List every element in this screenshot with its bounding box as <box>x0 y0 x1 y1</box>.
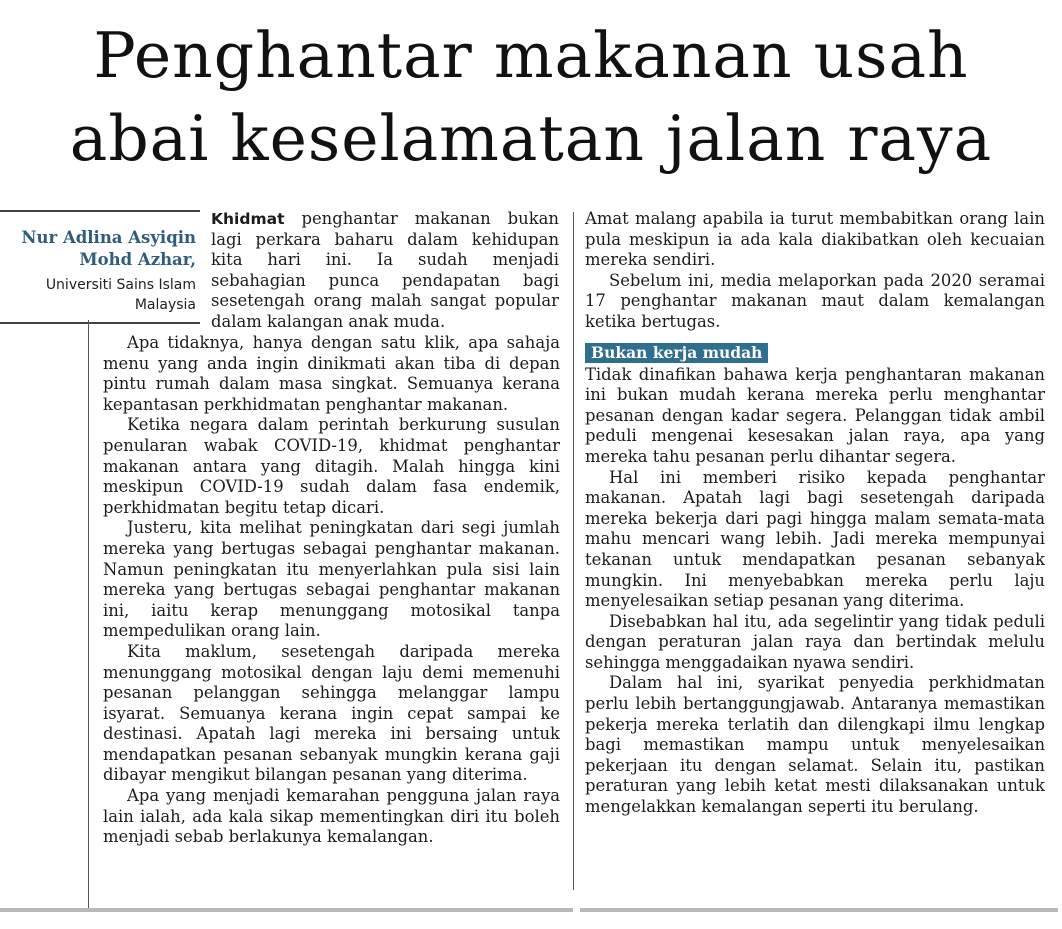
section-subheading: Bukan kerja mudah <box>585 343 768 363</box>
paragraph-11: Disebabkan hal itu, ada segelintir yang tidak peduli dengan peraturan jalan raya dan bertindak melulu sehingga menggadaikan nyawa sendiri. <box>585 611 1045 672</box>
bottom-rule-left <box>0 908 573 912</box>
article-column-1 <box>103 333 560 848</box>
paragraph-5: Kita maklum, sesetengah daripada mereka menunggang motosikal dengan laju demi memenuhi pesanan pelanggan sehingga melanggar lampu isyarat. Semuanya kerana ingin cepat sampai ke destinasi. Apatah lagi mereka ini bersaing untuk mendapatkan pesanan sebanyak mungkin kerana gaji dibayar mengikut bilangan pesanan yang diterima. <box>103 641 560 785</box>
author-name-line-1: Nur Adlina Asyiqin <box>21 228 196 247</box>
column-divider <box>573 212 574 890</box>
article-column-2 <box>585 209 1045 818</box>
author-name-line-2: Mohd Azhar, <box>79 250 196 269</box>
byline-box <box>0 210 200 324</box>
article-column-1-top <box>211 209 559 333</box>
paragraph-7: Amat malang apabila ia turut membabitkan orang lain pula meskipun ia ada kala diakibatkan oleh kecuaian mereka sendiri. <box>585 209 1045 270</box>
author-affiliation-line-1: Universiti Sains Islam <box>45 277 196 293</box>
paragraph-8: Sebelum ini, media melaporkan pada 2020 seramai 17 penghantar makanan maut dalam kemalangan ketika bertugas. <box>585 270 1045 331</box>
headline-line-1: Penghantar makanan usah <box>93 19 969 92</box>
paragraph-9: Tidak dinafikan bahawa kerja penghantaran makanan ini bukan mudah kerana mereka perlu menghantar pesanan dengan kadar segera. Pelanggan tidak ambil peduli mengenai kesesakan jalan raya, apa yang mereka tahu pesanan perlu dihantar segera. <box>585 364 1045 466</box>
bottom-rule-right <box>580 908 1058 912</box>
lead-word: Khidmat <box>211 210 285 228</box>
paragraph-12: Dalam hal ini, syarikat penyedia perkhidmatan perlu lebih bertanggungjawab. Antaranya memastikan pekerja mereka terlatih dan dilengkapi ilmu lengkap bagi memastikan mampu untuk menyelesaikan pekerjaan itu dengan selamat. Selain itu, pastikan peraturan yang lebih ketat mesti dilaksanakan untuk mengelakkan kemalangan seperti itu berulang. <box>585 673 1045 817</box>
paragraph-1 <box>211 209 559 333</box>
paragraph-4: Justeru, kita melihat peningkatan dari segi jumlah mereka yang bertugas sebagai penghantar makanan. Namun peningkatan itu menyerlahkan pula sisi lain mereka yang bertugas sebagai penghantar makanan ini, iaitu kerap menunggang motosikal tanpa mempedulikan orang lain. <box>103 518 560 641</box>
left-column-rule <box>88 320 89 910</box>
paragraph-2: Apa tidaknya, hanya dengan satu klik, apa sahaja menu yang anda ingin dinikmati akan tiba di depan pintu rumah dalam masa singkat. Semuanya kerana kepantasan perkhidmatan penghantar makanan. <box>103 333 560 414</box>
paragraph-3: Ketika negara dalam perintah berkurung susulan penularan wabak COVID-19, khidmat penghantar makanan antara yang ditagih. Malah hingga kini meskipun COVID-19 sudah dalam fasa endemik, perkhidmatan begitu tetap dicari. <box>103 415 560 517</box>
author-affiliation-line-2: Malaysia <box>134 297 196 313</box>
paragraph-10: Hal ini memberi risiko kepada penghantar makanan. Apatah lagi bagi sesetengah daripada mereka bekerja dari pagi hingga malam semata-mata mahu mencari wang lebih. Jadi mereka mempunyai tekanan untuk mendapatkan pesanan sebanyak mungkin. Ini menyebabkan mereka perlu laju menyelesaikan setiap pesanan yang diterima. <box>585 467 1045 611</box>
paragraph-1-text: penghantar makanan bukan lagi perkara baharu dalam kehidupan kita hari ini. Ia sudah menjadi sebahagian punca pendapatan bagi sesetengah orang malah sangat popular dalam kalangan anak muda. <box>211 209 559 331</box>
headline-line-2: abai keselamatan jalan raya <box>69 102 993 175</box>
paragraph-6: Apa yang menjadi kemarahan pengguna jalan raya lain ialah, ada kala sikap mementingkan diri itu boleh menjadi sebab berlakunya kemalangan. <box>103 786 560 847</box>
